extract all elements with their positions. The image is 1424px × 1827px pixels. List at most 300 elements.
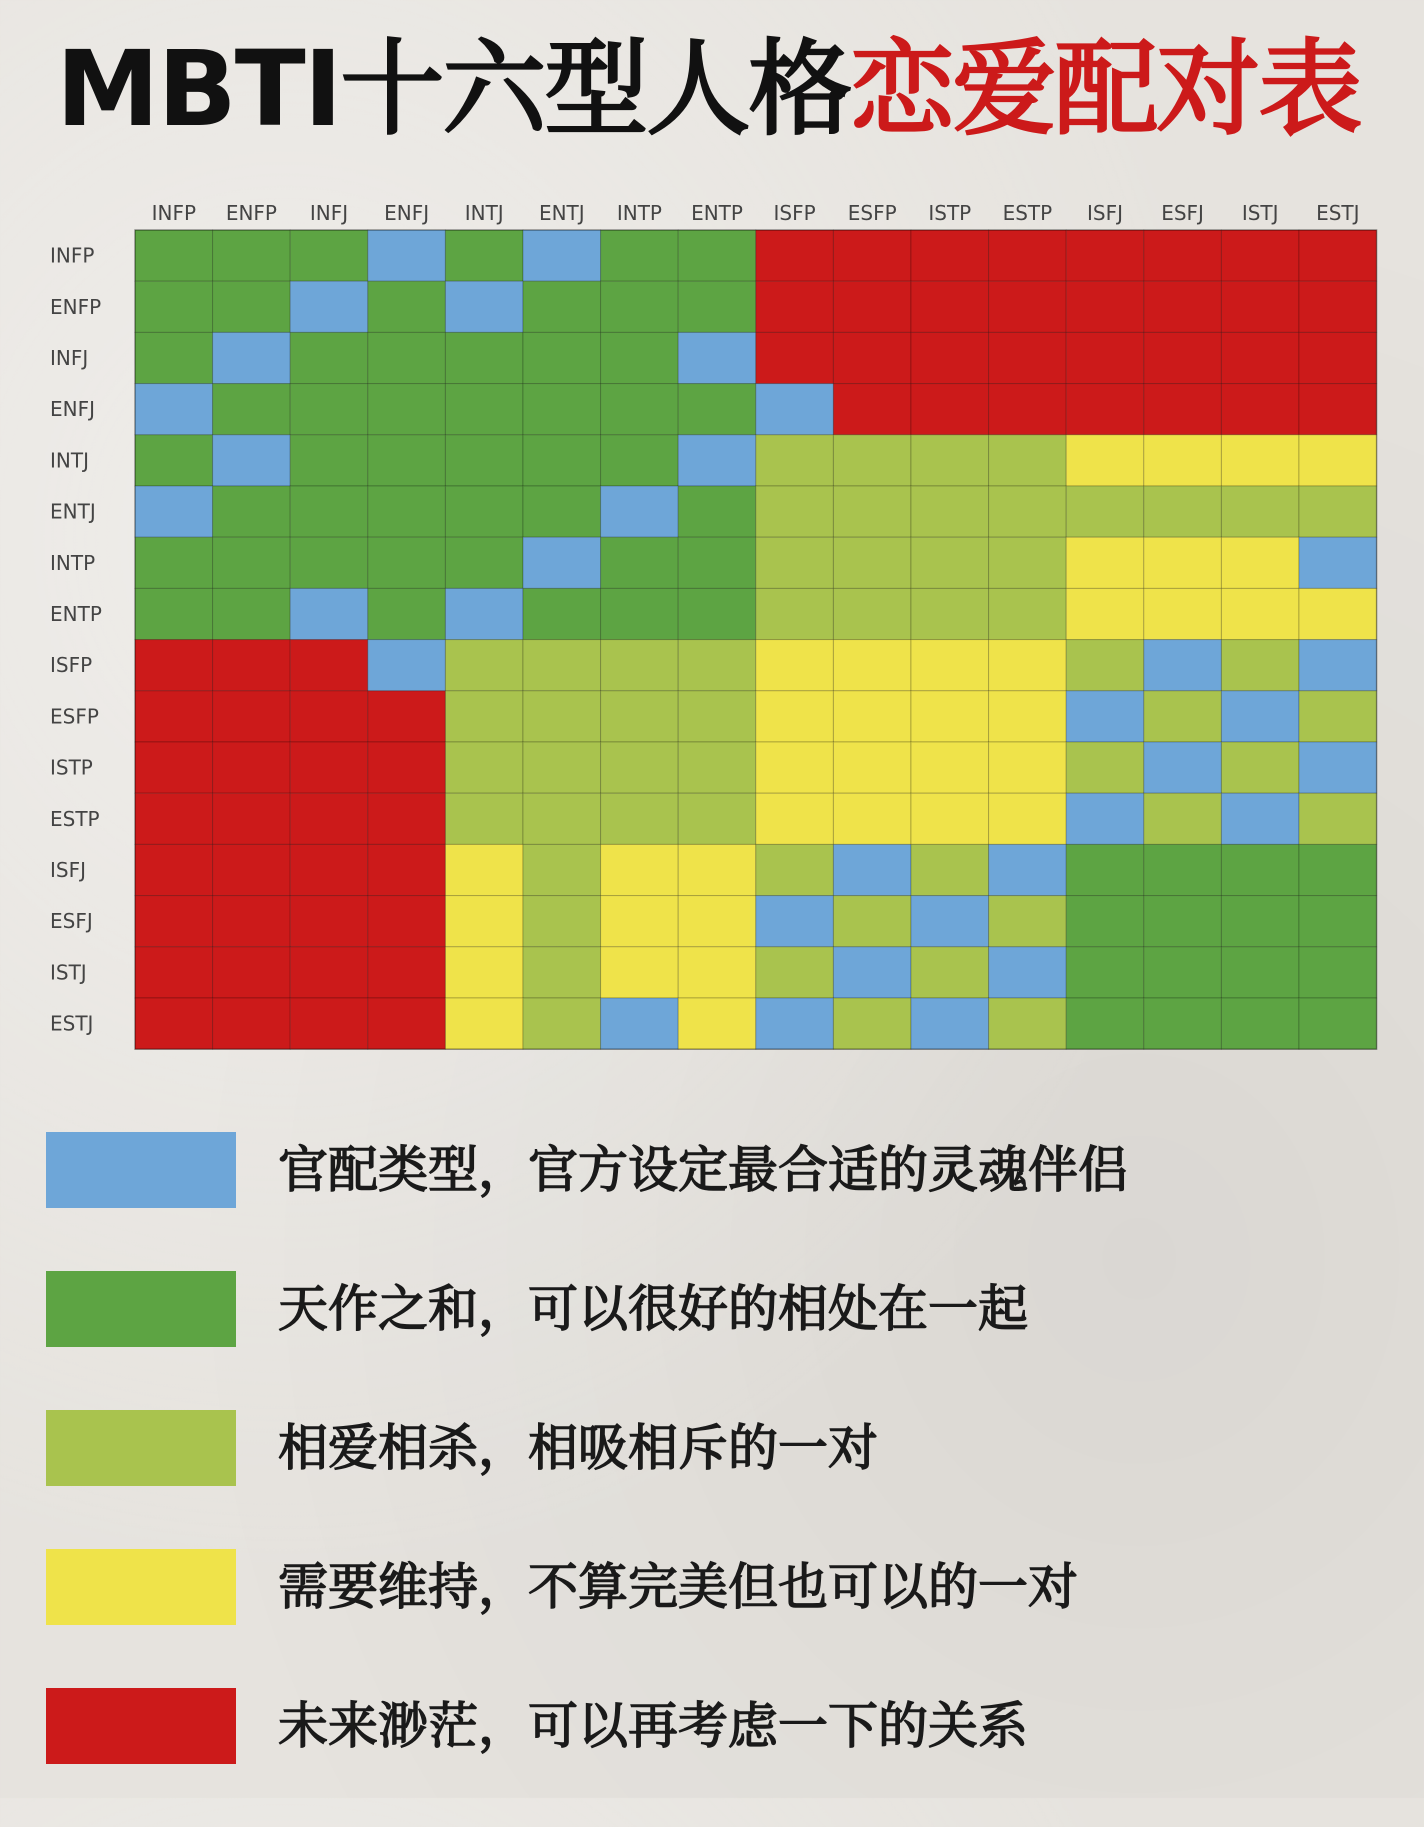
title-main: MBTI十六型人格: [56, 28, 851, 150]
matrix-cell: [523, 742, 601, 793]
matrix-cell: [1299, 793, 1377, 844]
matrix-cell: [290, 640, 368, 691]
matrix-cell: [1221, 793, 1299, 844]
matrix-cell: [756, 640, 834, 691]
matrix-cell: [911, 998, 989, 1049]
matrix-cell: [1299, 947, 1377, 998]
y-tick-label: ISFP: [50, 653, 93, 678]
matrix-cell: [989, 486, 1067, 537]
matrix-cell: [523, 691, 601, 742]
matrix-cell: [833, 435, 911, 486]
matrix-cell: [911, 844, 989, 895]
matrix-cell: [911, 896, 989, 947]
matrix-cell: [1066, 998, 1144, 1049]
matrix-cell: [135, 844, 213, 895]
matrix-cell: [1299, 486, 1377, 537]
matrix-cell: [1144, 742, 1222, 793]
matrix-cell: [290, 844, 368, 895]
y-tick-label: ESFP: [50, 704, 99, 729]
matrix-cell: [911, 384, 989, 435]
x-tick-label: ISFP: [773, 201, 816, 225]
matrix-cell: [135, 281, 213, 332]
matrix-cell: [135, 640, 213, 691]
matrix-cell: [833, 793, 911, 844]
matrix-cell: [213, 844, 291, 895]
matrix-cell: [678, 947, 756, 998]
matrix-cell: [756, 844, 834, 895]
matrix-cell: [1299, 896, 1377, 947]
matrix-cell: [1221, 588, 1299, 639]
matrix-cell: [1066, 844, 1144, 895]
matrix-cell: [833, 332, 911, 383]
matrix-cell: [1221, 435, 1299, 486]
matrix-cell: [989, 947, 1067, 998]
matrix-cell: [1066, 947, 1144, 998]
matrix-cell: [1144, 486, 1222, 537]
y-tick-label: INFP: [50, 243, 95, 268]
matrix-cell: [911, 332, 989, 383]
matrix-cell: [445, 486, 523, 537]
matrix-cell: [523, 281, 601, 332]
matrix-cell: [523, 896, 601, 947]
matrix-cell: [1066, 742, 1144, 793]
matrix-cell: [1221, 281, 1299, 332]
matrix-cell: [989, 230, 1067, 281]
legend-swatch-yellow: [46, 1549, 236, 1625]
matrix-cell: [1066, 384, 1144, 435]
matrix-cell: [911, 281, 989, 332]
y-tick-label: ENFP: [50, 294, 102, 319]
y-tick-label: ISTP: [50, 755, 93, 780]
matrix-cell: [1144, 384, 1222, 435]
matrix-cell: [911, 230, 989, 281]
legend-item-b: [46, 1132, 1386, 1208]
matrix-cell: [911, 537, 989, 588]
matrix-cell: [1299, 844, 1377, 895]
matrix-cell: [1144, 793, 1222, 844]
matrix-cell: [523, 588, 601, 639]
matrix-cell: [523, 384, 601, 435]
matrix-cell: [368, 691, 446, 742]
matrix-cell: [833, 691, 911, 742]
matrix-cell: [1221, 844, 1299, 895]
matrix-cell: [368, 998, 446, 1049]
x-tick-label: ISTP: [928, 201, 972, 225]
matrix-cell: [368, 332, 446, 383]
matrix-cell: [135, 486, 213, 537]
matrix-cell: [911, 486, 989, 537]
matrix-cell: [523, 793, 601, 844]
matrix-cell: [445, 537, 523, 588]
matrix-cell: [833, 896, 911, 947]
matrix-cell: [1299, 537, 1377, 588]
matrix-cell: [678, 742, 756, 793]
matrix-cell: [368, 588, 446, 639]
y-tick-label: ESTP: [50, 806, 100, 831]
matrix-cell: [1221, 230, 1299, 281]
matrix-cell: [523, 435, 601, 486]
matrix-cell: [601, 998, 679, 1049]
x-tick-label: ESTP: [1002, 201, 1053, 225]
matrix-cell: [368, 537, 446, 588]
matrix-cell: [1066, 332, 1144, 383]
matrix-cell: [601, 281, 679, 332]
legend-swatch-light-green: [46, 1410, 236, 1486]
matrix-cell: [833, 537, 911, 588]
matrix-cell: [989, 844, 1067, 895]
matrix-cell: [290, 435, 368, 486]
matrix-cell: [1299, 588, 1377, 639]
matrix-cell: [135, 230, 213, 281]
matrix-cell: [1299, 640, 1377, 691]
matrix-cell: [678, 486, 756, 537]
matrix-cell: [833, 640, 911, 691]
matrix-cell: [523, 998, 601, 1049]
matrix-cell: [290, 742, 368, 793]
matrix-cell: [756, 384, 834, 435]
matrix-cell: [213, 998, 291, 1049]
matrix-cell: [756, 896, 834, 947]
matrix-cell: [1299, 998, 1377, 1049]
matrix-cell: [1066, 588, 1144, 639]
matrix-cell: [213, 588, 291, 639]
matrix-cell: [290, 537, 368, 588]
matrix-cell: [445, 640, 523, 691]
matrix-cell: [833, 947, 911, 998]
matrix-cell: [601, 486, 679, 537]
matrix-cell: [445, 998, 523, 1049]
y-tick-label: ESTJ: [50, 1011, 94, 1036]
matrix-cell: [213, 742, 291, 793]
matrix-cell: [135, 691, 213, 742]
matrix-cell: [445, 588, 523, 639]
matrix-cell: [678, 691, 756, 742]
matrix-cell: [213, 332, 291, 383]
matrix-cell: [1221, 896, 1299, 947]
matrix-cell: [445, 281, 523, 332]
matrix-cell: [678, 384, 756, 435]
title-highlight: 恋爱配对表: [850, 28, 1361, 150]
legend-swatch-red: [46, 1688, 236, 1764]
matrix-cell: [290, 793, 368, 844]
matrix-cell: [445, 384, 523, 435]
matrix-cell: [135, 742, 213, 793]
matrix-cell: [445, 793, 523, 844]
y-tick-label: ISFJ: [50, 858, 86, 882]
matrix-cell: [445, 332, 523, 383]
matrix-cell: [1299, 332, 1377, 383]
matrix-cell: [601, 384, 679, 435]
matrix-cell: [523, 332, 601, 383]
matrix-cell: [989, 998, 1067, 1049]
matrix-cell: [368, 435, 446, 486]
matrix-cell: [1221, 947, 1299, 998]
matrix-cell: [1299, 384, 1377, 435]
matrix-cell: [290, 281, 368, 332]
matrix-cell: [135, 332, 213, 383]
matrix-cell: [601, 896, 679, 947]
matrix-cell: [135, 384, 213, 435]
matrix-cell: [601, 793, 679, 844]
matrix-cell: [368, 230, 446, 281]
matrix-cell: [911, 793, 989, 844]
matrix-cell: [756, 998, 834, 1049]
matrix-cell: [445, 896, 523, 947]
legend-swatch-blue: [46, 1132, 236, 1208]
matrix-cell: [989, 435, 1067, 486]
x-tick-label: INFJ: [309, 201, 349, 225]
matrix-cell: [135, 896, 213, 947]
matrix-cell: [523, 486, 601, 537]
matrix-cell: [601, 640, 679, 691]
matrix-cell: [1221, 537, 1299, 588]
matrix-cell: [833, 998, 911, 1049]
matrix-cell: [135, 435, 213, 486]
matrix-cell: [213, 486, 291, 537]
matrix-cell: [1144, 896, 1222, 947]
x-tick-label: INTP: [616, 201, 662, 225]
matrix-cell: [756, 435, 834, 486]
matrix-cell: [445, 691, 523, 742]
matrix-cell: [756, 537, 834, 588]
matrix-cell: [756, 742, 834, 793]
matrix-cell: [1066, 281, 1144, 332]
y-tick-label: INFJ: [50, 346, 89, 370]
matrix-cell: [290, 230, 368, 281]
matrix-cell: [1144, 281, 1222, 332]
legend-item-r: [46, 1688, 1386, 1764]
matrix-cell: [1144, 588, 1222, 639]
legend-label: 天作之和，可以很好的相处在一起: [278, 1280, 1028, 1338]
matrix-cell: [678, 998, 756, 1049]
matrix-cell: [368, 384, 446, 435]
matrix-cell: [989, 640, 1067, 691]
matrix-cell: [989, 691, 1067, 742]
x-tick-label: ENTP: [691, 201, 743, 225]
matrix-cell: [1221, 691, 1299, 742]
matrix-cell: [989, 793, 1067, 844]
matrix-cell: [601, 588, 679, 639]
matrix-cell: [1066, 793, 1144, 844]
matrix-cell: [290, 486, 368, 537]
matrix-cell: [445, 742, 523, 793]
matrix-cell: [135, 537, 213, 588]
matrix-cell: [445, 435, 523, 486]
matrix-cell: [601, 537, 679, 588]
matrix-cell: [756, 281, 834, 332]
matrix-cell: [989, 332, 1067, 383]
x-tick-label: ESFP: [847, 201, 897, 225]
matrix-cell: [213, 793, 291, 844]
matrix-cell: [756, 793, 834, 844]
matrix-cell: [833, 588, 911, 639]
y-tick-label: ENFJ: [50, 397, 95, 422]
matrix-cell: [756, 947, 834, 998]
matrix-cell: [1144, 435, 1222, 486]
matrix-cell: [678, 435, 756, 486]
matrix-cell: [911, 640, 989, 691]
matrix-cell: [213, 230, 291, 281]
matrix-cell: [911, 588, 989, 639]
matrix-cell: [601, 435, 679, 486]
matrix-cell: [833, 486, 911, 537]
matrix-cell: [213, 281, 291, 332]
x-tick-label: ENFP: [225, 201, 277, 225]
matrix-cell: [601, 691, 679, 742]
matrix-cell: [1299, 281, 1377, 332]
y-tick-label: ISTJ: [50, 960, 87, 985]
matrix-cell: [290, 998, 368, 1049]
x-tick-label: ISTJ: [1241, 201, 1279, 225]
matrix-cell: [601, 332, 679, 383]
matrix-cell: [368, 844, 446, 895]
y-tick-label: INTJ: [50, 448, 89, 473]
x-tick-label: ENTJ: [538, 201, 585, 225]
x-tick-label: ESTJ: [1316, 201, 1360, 225]
matrix-cell: [756, 486, 834, 537]
matrix-cell: [601, 844, 679, 895]
matrix-cell: [523, 230, 601, 281]
legend-label: 未来渺茫，可以再考虑一下的关系: [278, 1697, 1028, 1755]
matrix-cell: [1221, 640, 1299, 691]
matrix-cell: [368, 742, 446, 793]
matrix-cell: [1221, 332, 1299, 383]
matrix-cell: [678, 281, 756, 332]
matrix-cell: [1066, 691, 1144, 742]
y-tick-label: ENTP: [50, 602, 102, 626]
matrix-cell: [213, 435, 291, 486]
matrix-cell: [989, 537, 1067, 588]
matrix-cell: [678, 332, 756, 383]
y-tick-label: INTP: [50, 550, 96, 575]
matrix-cell: [290, 896, 368, 947]
matrix-cell: [989, 896, 1067, 947]
matrix-cell: [1066, 230, 1144, 281]
matrix-cell: [1066, 896, 1144, 947]
matrix-cell: [833, 281, 911, 332]
legend-item-y: [46, 1549, 1386, 1625]
matrix-cell: [523, 640, 601, 691]
matrix-cell: [213, 384, 291, 435]
matrix-cell: [213, 640, 291, 691]
x-tick-label: ENFJ: [384, 201, 430, 225]
matrix-cell: [523, 947, 601, 998]
matrix-cell: [1066, 486, 1144, 537]
legend-label: 相爱相杀，相吸相斥的一对: [278, 1419, 878, 1477]
matrix-cell: [213, 691, 291, 742]
legend-swatch-green: [46, 1271, 236, 1347]
matrix-cell: [445, 947, 523, 998]
matrix-cell: [135, 998, 213, 1049]
matrix-cell: [1144, 537, 1222, 588]
matrix-cell: [1299, 691, 1377, 742]
matrix-cell: [135, 947, 213, 998]
matrix-cell: [833, 742, 911, 793]
matrix-cell: [1299, 742, 1377, 793]
matrix-cell: [989, 384, 1067, 435]
matrix-cell: [213, 537, 291, 588]
matrix-cell: [911, 947, 989, 998]
matrix-cell: [678, 844, 756, 895]
matrix-cell: [678, 230, 756, 281]
matrix-cell: [678, 640, 756, 691]
matrix-cell: [1144, 947, 1222, 998]
matrix-cell: [989, 742, 1067, 793]
matrix-cell: [290, 332, 368, 383]
matrix-cell: [833, 844, 911, 895]
y-tick-label: ENTJ: [50, 499, 96, 524]
matrix-cell: [1221, 742, 1299, 793]
matrix-cell: [445, 230, 523, 281]
matrix-cell: [368, 947, 446, 998]
matrix-cell: [1144, 844, 1222, 895]
matrix-cell: [989, 588, 1067, 639]
matrix-cell: [1221, 486, 1299, 537]
y-tick-label: ESFJ: [50, 909, 93, 934]
matrix-cell: [756, 691, 834, 742]
matrix-cell: [1066, 537, 1144, 588]
matrix-cell: [601, 742, 679, 793]
matrix-cell: [1066, 640, 1144, 691]
matrix-cell: [1144, 332, 1222, 383]
matrix-cell: [523, 537, 601, 588]
matrix-cell: [368, 896, 446, 947]
matrix-cell: [756, 588, 834, 639]
matrix-cell: [1144, 640, 1222, 691]
matrix-cell: [1144, 998, 1222, 1049]
matrix-cell: [213, 947, 291, 998]
legend-label: 需要维持，不算完美但也可以的一对: [278, 1558, 1078, 1616]
matrix-cell: [833, 384, 911, 435]
x-tick-label: INTJ: [464, 201, 504, 225]
x-tick-label: ESFJ: [1161, 201, 1204, 225]
matrix-cell: [1144, 230, 1222, 281]
legend-item-l: [46, 1410, 1386, 1486]
matrix-cell: [833, 230, 911, 281]
matrix-cell: [368, 793, 446, 844]
matrix-cell: [523, 844, 601, 895]
matrix-cell: [368, 486, 446, 537]
x-tick-label: ISFJ: [1087, 201, 1123, 225]
matrix-cell: [678, 537, 756, 588]
matrix-cell: [601, 947, 679, 998]
matrix-cell: [911, 691, 989, 742]
matrix-cell: [290, 947, 368, 998]
matrix-cell: [989, 281, 1067, 332]
matrix-cell: [1066, 435, 1144, 486]
matrix-cell: [678, 896, 756, 947]
matrix-cell: [756, 332, 834, 383]
matrix-cell: [1144, 691, 1222, 742]
matrix-cell: [911, 435, 989, 486]
matrix-cell: [678, 793, 756, 844]
matrix-cell: [1299, 230, 1377, 281]
matrix-cell: [135, 588, 213, 639]
matrix-cell: [1221, 998, 1299, 1049]
legend-item-g: [46, 1271, 1386, 1347]
legend: [46, 1132, 1386, 1827]
matrix-cell: [135, 793, 213, 844]
matrix-cell: [368, 640, 446, 691]
matrix-cell: [445, 844, 523, 895]
legend-label: 官配类型，官方设定最合适的灵魂伴侣: [278, 1141, 1128, 1199]
matrix-cell: [1221, 384, 1299, 435]
matrix-cell: [213, 896, 291, 947]
matrix-cell: [678, 588, 756, 639]
matrix-cell: [290, 384, 368, 435]
matrix-cell: [911, 742, 989, 793]
matrix-cell: [601, 230, 679, 281]
